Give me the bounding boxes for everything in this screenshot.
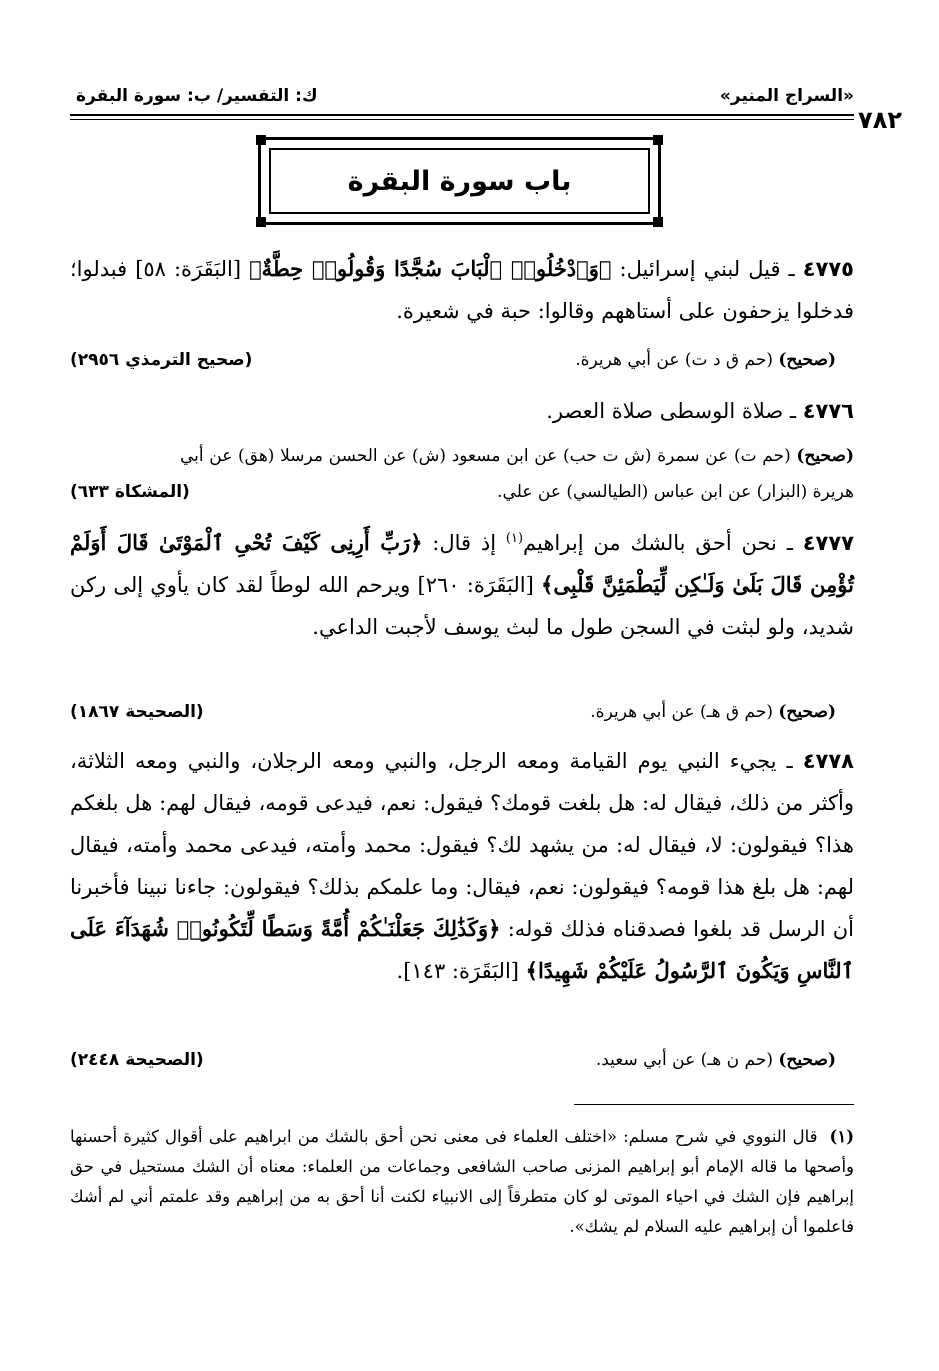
hadith-text: نحن أحق بالشك من إبراهيم xyxy=(523,531,777,555)
chapter-title: باب سورة البقرة xyxy=(347,165,572,197)
hadith-text: [البَقَرَة: ٥٨] فبدلوا؛ فدخلوا يزحفون على أستاههم وقالوا: حبة في شعيرة. xyxy=(70,257,854,323)
quran-quote: ﴿رَبِّ أَرِنِى كَيْفَ تُحْىِ ٱلْمَوْتَىٰ قَالَ أَوَلَمْ تُؤْمِن قَالَ بَلَىٰ وَلَـٰكِن لِّيَطْمَئِنَّ قَلْبِى﴾ xyxy=(70,530,854,597)
hadith-sources: (حم ت) عن سمرة (ش ت حب) عن ابن مسعود (ش) عن الحسن مرسلا (هق) عن أبي هريرة (البزار) عن ابن عباس (الطيالسي) عن علي. xyxy=(180,446,854,502)
hadith-grade: (صحيح) xyxy=(778,350,836,370)
hadith-text: قيل لبني إسرائيل: xyxy=(611,257,781,281)
footnote-text: قال النووي في شرح مسلم: «اختلف العلماء فى معنى نحن أحق بالشك من ابراهيم على أقوال كثيرة أحسنها وأصحها ما قاله الإمام أبو إبراهيم المزنى صاحب الشافعى وجماعات من العلماء: معناه أن الشك مستحيل في حق إبراهيم فإن الشك في احياء الموتى لو كان متطرقاً إلى الانبياء لكنت أنا أحق به من إبراهيم وقد علمتم أني لم أشك فاعلموا أن إبراهيم عليه السلام لم يشك». xyxy=(70,1127,854,1236)
grade-sources xyxy=(575,350,836,370)
frame-corner-ornament xyxy=(653,217,663,227)
hadith-reference: (الصحيحة ١٨٦٧) xyxy=(70,702,204,722)
header-rule-thin xyxy=(70,119,854,120)
grade-sources xyxy=(596,1050,836,1070)
hadith-reference: (الصحيحة ٢٤٤٨) xyxy=(70,1050,204,1070)
chapter-title-frame xyxy=(258,137,661,225)
section-title: ك: التفسير/ ب: سورة البقرة xyxy=(76,86,318,106)
hadith-text: [البَقَرَة: ١٤٣]. xyxy=(396,959,526,983)
hadith-text: يجيء النبي يوم القيامة ومعه الرجل، والنبي ومعه الرجلان، والنبي ومعه الثلاثة، وأكثر من ذلك، فيقال له: هل بلغت قومك؟ فيقول: نعم، فيدعى قومه، فيقال لهم: هل بلغكم هذا؟ فيقولون: لا، فيقال له: من يشهد لك؟ فيقول: محمد وأمته، فيدعى محمد وأمته، فيقال لهم: هل بلغ هذا قومه؟ فيقولون: نعم، فيقال: وما علمكم بذلك؟ فيقولون: جاءنا نبينا فأخبرنا أن الرسل قد بلغوا فصدقناه فذلك قوله: xyxy=(70,749,854,941)
hadith-reference-line xyxy=(70,1050,854,1080)
hadith-number: ٤٧٧٦ xyxy=(802,399,854,423)
hadith-text: صلاة الوسطى صلاة العصر. xyxy=(546,399,784,423)
hadith-grade: (صحيح) xyxy=(778,702,836,722)
frame-corner-ornament xyxy=(653,135,663,145)
running-header xyxy=(70,86,854,112)
page-number: ٧٨٢ xyxy=(858,106,902,134)
footnote xyxy=(70,1122,854,1242)
hadith-reference: (المشكاة ٦٣٣) xyxy=(70,482,190,502)
hadith-4775: ٤٧٧٥ ـ قيل لبني إسرائيل: ﴿وَٱدْخُلُوا۟ ٱلْبَابَ سُجَّدًا وَقُولُوا۟ حِطَّةٌ﴾ [البَقَرَة: ٥٨] فبدلوا؛ فدخلوا يزحفون على أستاههم وقالوا: حبة في شعيرة. xyxy=(70,256,854,323)
hadith-text: [البَقَرَة: ٢٦٠] ويرحم الله لوطاً لقد كان يأوي إلى ركن شديد، ولو لبثت في السجن طول ما لبث يوسف لأجبت الداعي. xyxy=(70,573,854,639)
chapter-title-inner-frame xyxy=(269,148,650,214)
hadith-number: ٤٧٧٨ xyxy=(802,749,854,773)
hadith-text: إذ قال: xyxy=(422,531,506,555)
hadith-grade: (صحيح) xyxy=(778,1050,836,1070)
hadith-grade: (صحيح) xyxy=(796,446,854,466)
hadith-reference-line xyxy=(70,350,854,380)
hadith-4777: ٤٧٧٧ ـ نحن أحق بالشك من إبراهيم$^{(١)}$ إذ قال: ﴿رَبِّ أَرِنِى كَيْفَ تُحْىِ ٱلْمَوْتَىٰ قَالَ أَوَلَمْ تُؤْمِن قَالَ بَلَىٰ وَلَـٰكِن لِّيَطْمَئِنَّ قَلْبِى﴾ [البَقَرَة: ٢٦٠] ويرحم الله لوطاً لقد كان يأوي إلى ركن شديد، ولو لبثت في السجن طول ما لبث يوسف لأجبت الداعي. xyxy=(70,530,855,639)
hadith-reference-line xyxy=(70,702,854,732)
book-title: «السراج المنير» xyxy=(719,86,854,106)
hadith-number: ٤٧٧٧ xyxy=(802,531,855,555)
footnote-number: (١) xyxy=(829,1127,854,1146)
hadith-sources: (حم ق د ت) عن أبي هريرة. xyxy=(575,350,773,370)
quran-quote: ﴿وَكَذَٰلِكَ جَعَلْنَـٰكُمْ أُمَّةً وَسَطًا لِّتَكُونُوا۟ شُهَدَآءَ عَلَى ٱلنَّاسِ وَيَكُونَ ٱلرَّسُولُ عَلَيْكُمْ شَهِيدًا﴾ xyxy=(70,916,854,983)
hadith-4776: ٤٧٧٦ ـ صلاة الوسطى صلاة العصر. xyxy=(546,399,854,423)
hadith-sources: (حم ن هـ) عن أبي سعيد. xyxy=(595,1050,773,1070)
footnote-marker[interactable]: (١) xyxy=(505,531,524,546)
hadith-4778: ٤٧٧٨ ـ يجيء النبي يوم القيامة ومعه الرجل، والنبي ومعه الرجلان، والنبي ومعه الثلاثة، وأكثر من ذلك، فيقال له: هل بلغت قومك؟ فيقول: نعم، فيدعى قومه، فيقال لهم: هل بلغكم هذا؟ فيقولون: لا، فيقال له: من يشهد لك؟ فيقول: محمد وأمته، فيدعى محمد وأمته، فيقال لهم: هل بلغ هذا قومه؟ فيقولون: نعم، فيقال: وما علمكم بذلك؟ فيقولون: جاءنا نبينا فأخبرنا أن الرسل قد بلغوا فصدقناه فذلك قوله: ﴿وَكَذَٰلِكَ جَعَلْنَـٰكُمْ أُمَّةً وَسَطًا لِّتَكُونُوا۟ شُهَدَآءَ عَلَى ٱلنَّاسِ وَيَكُونَ ٱلرَّسُولُ عَلَيْكُمْ شَهِيدًا﴾ [البَقَرَة: ١٤٣]. xyxy=(70,749,854,983)
footnote-separator xyxy=(574,1104,854,1105)
header-rule-thick xyxy=(70,114,854,116)
hadith-reference: (صحيح الترمذي ٢٩٥٦) xyxy=(70,350,253,370)
hadith-number: ٤٧٧٥ xyxy=(802,257,854,281)
grade-sources xyxy=(590,702,836,722)
hadith-reference-right xyxy=(70,482,854,512)
hadith-sources: (حم ق هـ) عن أبي هريرة. xyxy=(590,702,773,722)
book-page xyxy=(70,78,902,1278)
frame-corner-ornament xyxy=(256,217,266,227)
quran-quote: ﴿وَٱدْخُلُوا۟ ٱلْبَابَ سُجَّدًا وَقُولُوا۟ حِطَّةٌ﴾ xyxy=(249,256,612,281)
frame-corner-ornament xyxy=(256,135,266,145)
